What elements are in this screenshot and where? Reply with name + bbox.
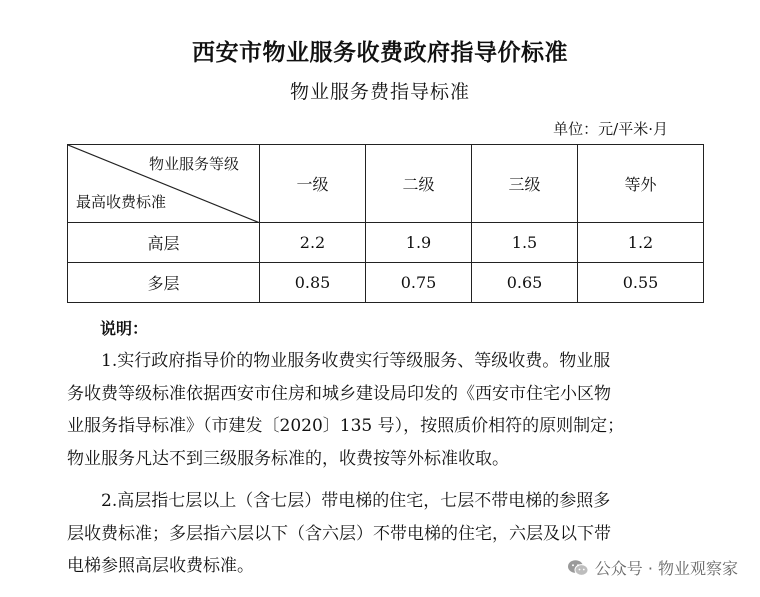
note-paragraph-1 bbox=[67, 345, 707, 475]
paragraph-line: 务收费等级标准依据西安市住房和城乡建设局印发的《西安市住宅小区物 bbox=[67, 383, 611, 404]
grade-header: 三级 bbox=[472, 145, 578, 223]
table-cell: 1.5 bbox=[472, 223, 578, 263]
service-grade-header: 物业服务等级 bbox=[148, 155, 239, 173]
wechat-logo-icon bbox=[567, 559, 589, 577]
table-row bbox=[68, 223, 704, 263]
table-cell: 1.9 bbox=[366, 223, 472, 263]
paragraph-line: 1.实行政府指导价的物业服务收费实行等级服务、等级收费。物业服 bbox=[101, 351, 611, 371]
grade-header: 一级 bbox=[260, 145, 366, 223]
table-header-row bbox=[68, 145, 704, 223]
table-cell: 0.65 bbox=[472, 263, 578, 303]
table-cell: 0.75 bbox=[366, 263, 472, 303]
paragraph-line: 业服务指导标准》（市建发〔2020〕135 号），按照质价相符的原则制定； bbox=[67, 416, 625, 436]
table-row bbox=[68, 263, 704, 303]
watermark-text: 公众号 · 物业观察家 bbox=[594, 559, 738, 578]
paragraph-line: 物业服务凡达不到三级服务标准的，收费按等外标准收取。 bbox=[67, 448, 509, 469]
document-title: 西安市物业服务收费政府指导价标准 bbox=[192, 39, 568, 66]
fee-standard-table bbox=[67, 144, 704, 303]
paragraph-line: 层收费标准；多层指六层以下（含六层）不带电梯的住宅，六层及以下带 bbox=[67, 523, 611, 544]
grade-header: 二级 bbox=[366, 145, 472, 223]
unit-label: 单位：元/平米·月 bbox=[553, 120, 668, 138]
document-subtitle: 物业服务费指导标准 bbox=[289, 81, 470, 103]
paragraph-line: 电梯参照高层收费标准。 bbox=[67, 556, 254, 576]
table-cell: 2.2 bbox=[260, 223, 366, 263]
row-label: 多层 bbox=[68, 263, 260, 303]
grade-header: 等外 bbox=[578, 145, 704, 223]
paragraph-line: 2.高层指七层以上（含七层）带电梯的住宅，七层不带电梯的参照多 bbox=[101, 491, 611, 511]
table-cell: 0.55 bbox=[578, 263, 704, 303]
watermark bbox=[567, 556, 738, 579]
max-fee-header: 最高收费标准 bbox=[76, 193, 167, 211]
notes-heading: 说明： bbox=[100, 319, 149, 338]
table-cell: 0.85 bbox=[260, 263, 366, 303]
diagonal-header-cell bbox=[68, 145, 260, 223]
row-label: 高层 bbox=[68, 223, 260, 263]
table-cell: 1.2 bbox=[578, 223, 704, 263]
